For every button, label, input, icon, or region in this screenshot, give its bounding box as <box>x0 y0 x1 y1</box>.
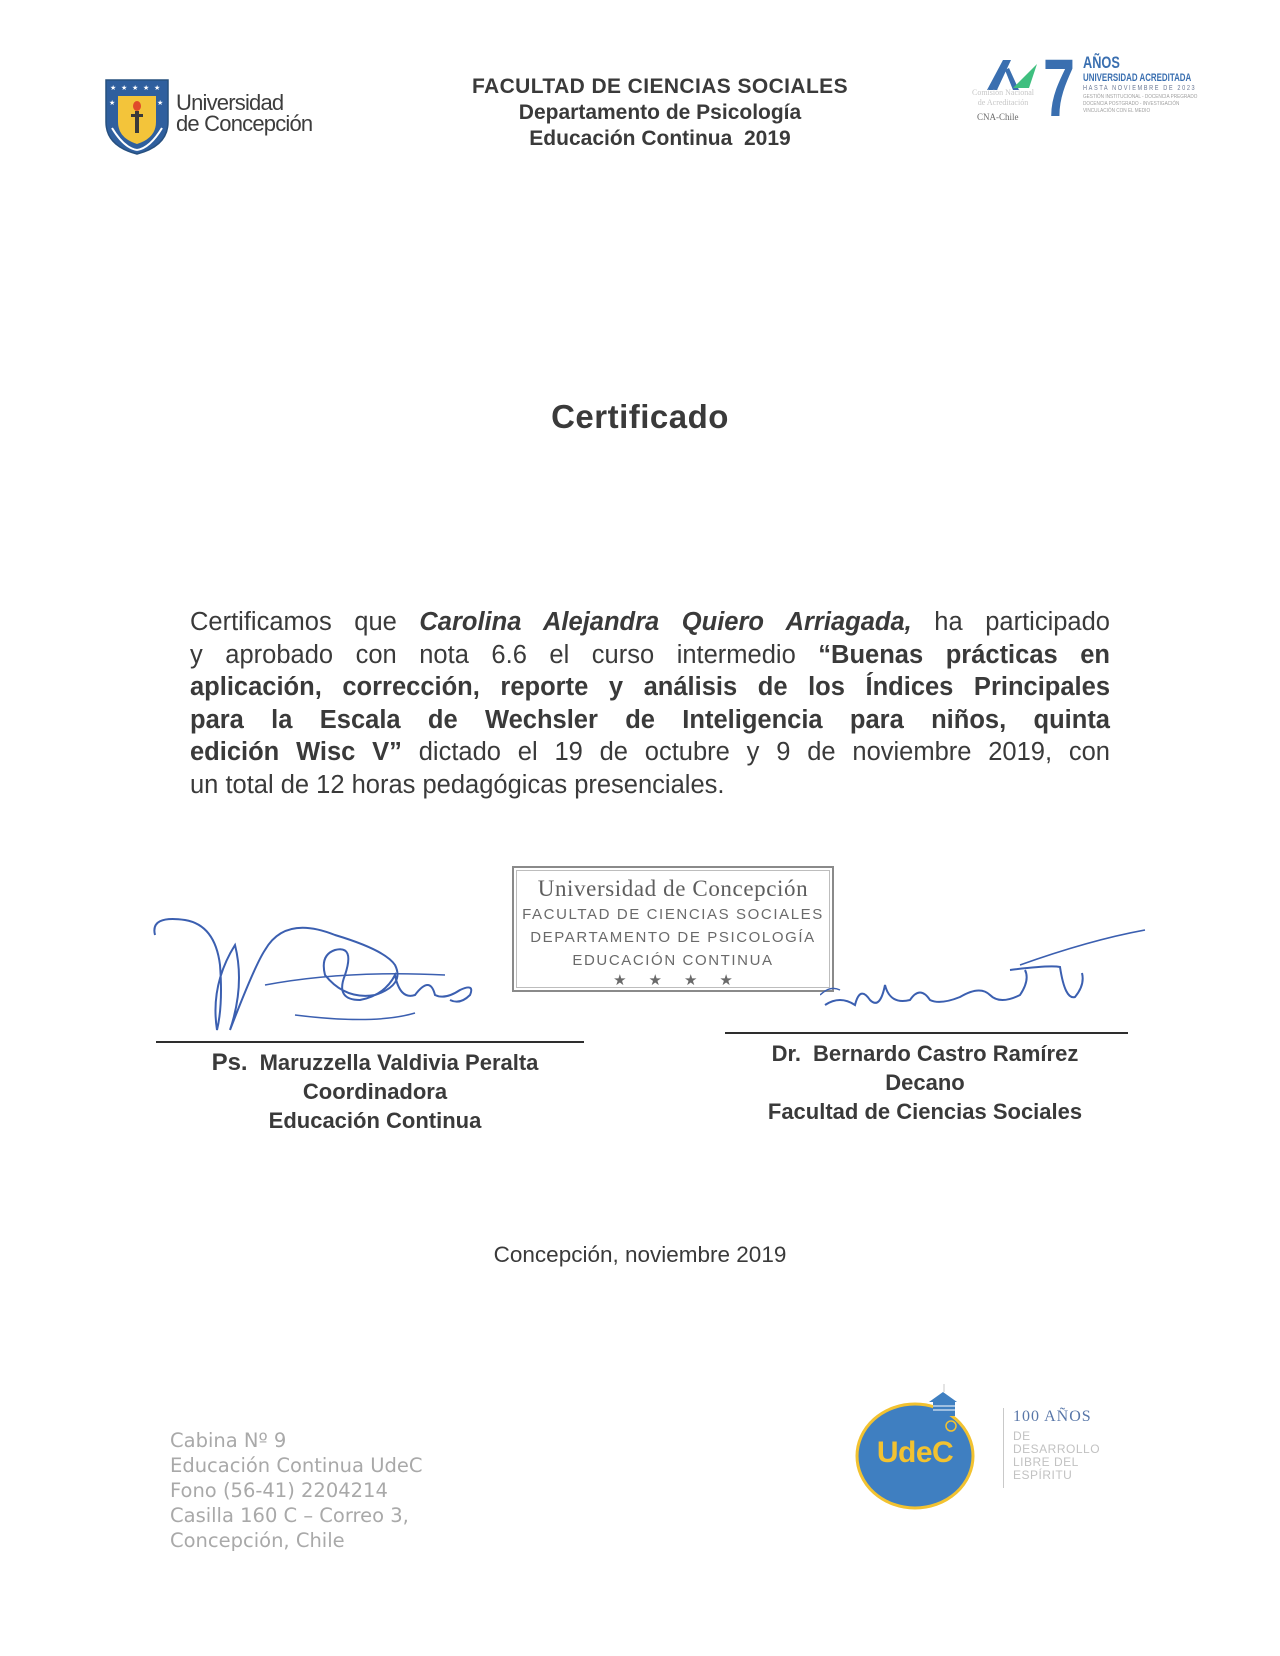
department-name: Departamento de Psicología <box>518 101 802 124</box>
signatory-name: Bernardo Castro Ramírez <box>813 1041 1079 1066</box>
course-hours: un total de 12 horas pedagógicas presenciales. <box>190 770 725 799</box>
body-text: ha participado <box>911 608 1110 636</box>
place-and-date: Concepción, noviembre 2019 <box>493 1242 787 1267</box>
body-line-1 <box>190 606 1110 639</box>
accreditation-until: HASTA NOVIEMBRE DE 2023 <box>1083 85 1197 92</box>
udec-centenary-logo <box>855 1378 1135 1508</box>
accreditation-area-3: VINCULACIÓN CON EL MEDIO <box>1083 108 1151 114</box>
stamp-faculty: FACULTAD DE CIENCIAS SOCIALES <box>522 906 824 923</box>
svg-text:★: ★ <box>121 84 128 92</box>
address-line: Concepción, Chile <box>170 1529 345 1552</box>
stamp-stars-icon: ★★★★ <box>613 972 755 989</box>
course-dates: dictado el 19 de octubre y 9 de noviembre 2019, con <box>401 738 1110 766</box>
cna-agency-name <box>965 88 1041 108</box>
address-line: Fono (56-41) 2204214 <box>170 1479 388 1502</box>
svg-text:★: ★ <box>143 84 150 92</box>
svg-text:★: ★ <box>110 84 117 92</box>
course-title-part: aplicación, corrección, reporte y análisis de los Índices Principales <box>190 673 1110 701</box>
university-shield-icon <box>104 78 170 156</box>
grade-value: 6.6 <box>491 640 527 669</box>
stamp-university: Universidad de Concepción <box>537 876 809 901</box>
wordmark-line1: Universidad <box>176 90 284 115</box>
signatory-title-prefix: Dr. <box>771 1041 802 1066</box>
cna-agency-line2: de Acreditación <box>977 98 1029 107</box>
body-text: el curso intermedio <box>526 640 819 669</box>
faculty-header <box>380 74 940 152</box>
course-title-part: para la Escala de Wechsler de Inteligencia para niños, quinta <box>190 705 1110 734</box>
divider <box>1003 1408 1004 1488</box>
official-stamp <box>512 866 834 992</box>
cna-short-name: CNA-Chile <box>977 112 1019 122</box>
footer-address <box>170 1428 422 1553</box>
stamp-department: DEPARTAMENTO DE PSICOLOGÍA <box>530 929 816 946</box>
signatory-name-line <box>720 1039 1130 1068</box>
centenary-sub-line: LIBRE DEL <box>1013 1455 1079 1469</box>
centenary-sub-line: DE <box>1013 1429 1031 1443</box>
address-line: Cabina Nº 9 <box>170 1429 287 1452</box>
accreditation-years-number: 7 <box>1043 43 1075 134</box>
signatory-name: Maruzzella Valdivia Peralta <box>259 1050 539 1075</box>
accreditation-area-1: GESTIÓN INSTITUCIONAL - DOCENCIA PREGRADO <box>1083 94 1198 100</box>
certificate-title: Certificado <box>551 398 729 435</box>
udec-badge-text: UdeC <box>876 1436 954 1469</box>
faculty-name: FACULTAD DE CIENCIAS SOCIALES <box>471 75 848 98</box>
university-wordmark <box>176 92 312 134</box>
body-text: y aprobado con nota <box>190 640 492 669</box>
cna-mark-icon <box>985 58 1041 92</box>
signature-dean <box>820 925 1150 1020</box>
signatory-coordinator <box>170 1048 580 1135</box>
centenary-subtitle <box>1013 1430 1100 1482</box>
signatory-name-line <box>170 1048 580 1077</box>
wordmark-line2: de Concepción <box>176 111 313 136</box>
svg-text:★: ★ <box>157 99 164 107</box>
address-line: Casilla 160 C – Correo 3, <box>170 1504 409 1527</box>
body-line-5 <box>190 736 1110 769</box>
course-title-part: “Buenas prácticas en <box>818 640 1110 669</box>
certificate-body <box>190 606 1110 801</box>
svg-text:★: ★ <box>132 84 139 92</box>
recipient-name: Carolina Alejandra Quiero Arriagada, <box>419 608 912 636</box>
body-text: Certificamos que <box>190 608 420 636</box>
signature-coordinator <box>145 905 505 1045</box>
svg-text:★: ★ <box>154 84 161 92</box>
course-title-part: edición Wisc V” <box>190 738 402 766</box>
centenary-title: 100 AÑOS <box>1013 1408 1092 1425</box>
stamp-program: EDUCACIÓN CONTINUA <box>572 952 774 969</box>
universidad-de-concepcion-logo <box>104 78 324 156</box>
address-line: Educación Continua UdeC <box>170 1454 423 1477</box>
signature-line-dean <box>725 1032 1128 1034</box>
centenary-sub-line: DESARROLLO <box>1013 1442 1101 1456</box>
signatory-unit: Facultad de Ciencias Sociales <box>767 1099 1083 1124</box>
cna-accreditation-logo <box>965 43 1198 134</box>
svg-text:★: ★ <box>109 99 116 107</box>
signatory-dean <box>720 1039 1130 1126</box>
signatory-role: Decano <box>885 1070 965 1095</box>
accreditation-area-2: DOCENCIA POSTGRADO - INVESTIGACIÓN <box>1083 101 1180 107</box>
program-name: Educación Continua 2019 <box>529 127 791 150</box>
signature-line-coordinator <box>156 1041 584 1043</box>
accreditation-status: UNIVERSIDAD ACREDITADA <box>1083 72 1192 84</box>
signatory-title-prefix: Ps. <box>211 1049 248 1076</box>
signatory-unit: Educación Continua <box>268 1108 482 1133</box>
cna-agency-line1: Comisión Nacional <box>972 88 1034 97</box>
centenary-sub-line: ESPÍRITU <box>1013 1468 1073 1482</box>
accreditation-areas <box>1083 94 1197 115</box>
body-line-2 <box>190 639 1110 672</box>
signatory-role: Coordinadora <box>302 1079 448 1104</box>
accreditation-years-label: AÑOS <box>1083 53 1120 72</box>
